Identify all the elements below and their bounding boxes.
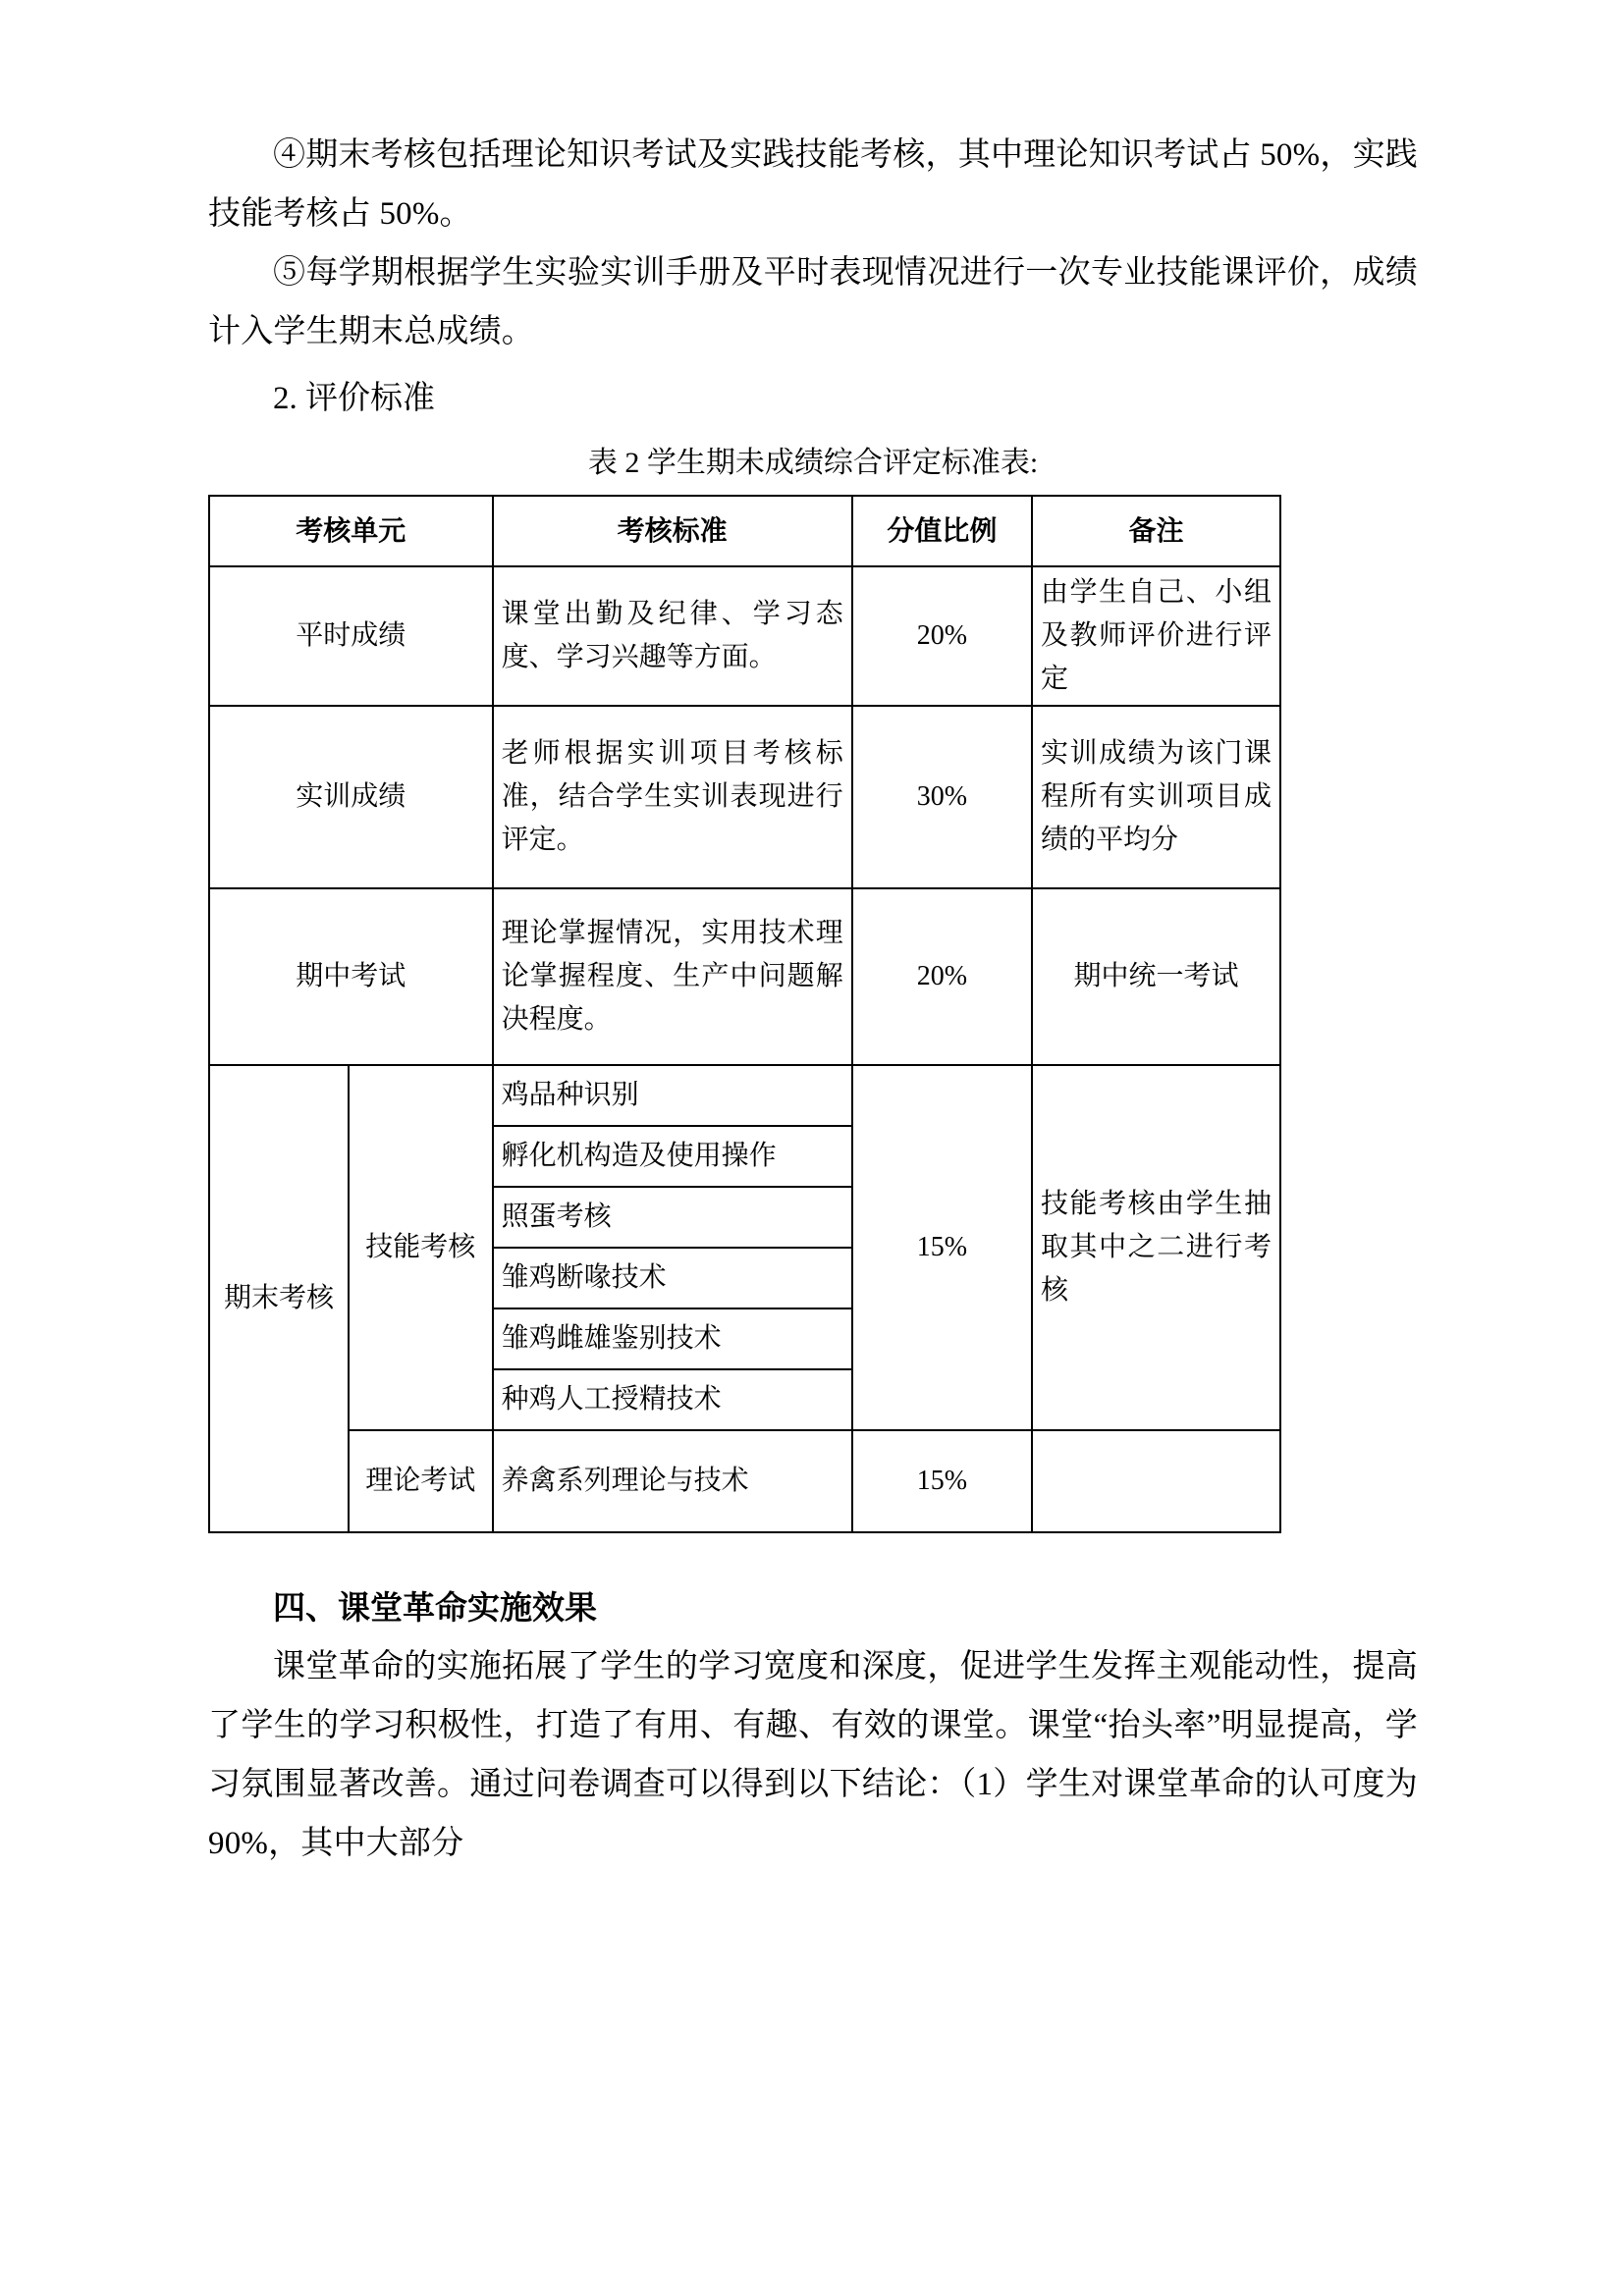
cell-note-theory bbox=[1032, 1430, 1280, 1532]
cell-standard-midterm: 理论掌握情况，实用技术理论掌握程度、生产中问题解决程度。 bbox=[493, 888, 852, 1065]
header-remarks: 备注 bbox=[1032, 496, 1280, 566]
paragraph-item-5: ⑤每学期根据学生实验实训手册及平时表现情况进行一次专业技能课评价，成绩计入学生期末总成绩。 bbox=[208, 255, 1418, 349]
table-row bbox=[209, 566, 1280, 706]
cell-percent-training: 30% bbox=[852, 706, 1032, 888]
header-score-ratio: 分值比例 bbox=[852, 496, 1032, 566]
cell-percent-daily: 20% bbox=[852, 566, 1032, 706]
table-row bbox=[209, 888, 1280, 1065]
cell-skill-item: 照蛋考核 bbox=[493, 1187, 852, 1248]
table-header-row bbox=[209, 496, 1280, 566]
cell-note-daily: 由学生自己、小组及教师评价进行评定 bbox=[1032, 566, 1280, 706]
page-content bbox=[208, 126, 1418, 1873]
cell-percent-theory: 15% bbox=[852, 1430, 1032, 1532]
cell-standard-training: 老师根据实训项目考核标准，结合学生实训表现进行评定。 bbox=[493, 706, 852, 888]
grade-evaluation-table bbox=[208, 495, 1281, 1533]
cell-skill-item: 鸡品种识别 bbox=[493, 1065, 852, 1126]
paragraph-implementation-effect: 课堂革命的实施拓展了学生的学习宽度和深度，促进学生发挥主观能动性，提高了学生的学习积极性，打造了有用、有趣、有效的课堂。课堂“抬头率”明显提高，学习氛围显著改善。通过问卷调查可以得到以下结论：（1）学生对课堂革命的认可度为90%，其中大部分 bbox=[208, 1649, 1418, 1861]
cell-subunit-skill bbox=[349, 1065, 493, 1430]
cell-note-skill: 技能考核由学生抽取其中之二进行考核 bbox=[1032, 1065, 1280, 1430]
cell-percent-skill: 15% bbox=[852, 1065, 1032, 1430]
cell-skill-item: 雏鸡断喙技术 bbox=[493, 1248, 852, 1308]
table-row bbox=[209, 1430, 1280, 1532]
cell-unit-daily: 平时成绩 bbox=[209, 566, 493, 706]
cell-unit-training: 实训成绩 bbox=[209, 706, 493, 888]
section-number-evaluation-standard: 2. 评价标准 bbox=[273, 381, 435, 416]
table-row bbox=[209, 1065, 1280, 1126]
cell-skill-item: 种鸡人工授精技术 bbox=[493, 1369, 852, 1430]
cell-skill-item: 孵化机构造及使用操作 bbox=[493, 1126, 852, 1187]
cell-unit-final bbox=[209, 1065, 349, 1532]
heading-section-four: 四、课堂革命实施效果 bbox=[273, 1588, 597, 1627]
paragraph-item-4: ④期末考核包括理论知识考试及实践技能考核，其中理论知识考试占 50%，实践技能考核占 50%。 bbox=[208, 137, 1418, 232]
cell-skill-item: 雏鸡雌雄鉴别技术 bbox=[493, 1308, 852, 1369]
cell-subunit-theory bbox=[349, 1430, 493, 1532]
cell-subunit-skill-label: 技能考核 bbox=[365, 1232, 476, 1262]
table-row bbox=[209, 706, 1280, 888]
cell-percent-midterm: 20% bbox=[852, 888, 1032, 1065]
cell-standard-daily: 课堂出勤及纪律、学习态度、学习兴趣等方面。 bbox=[493, 566, 852, 706]
cell-theory-item: 养禽系列理论与技术 bbox=[493, 1430, 852, 1532]
header-assessment-standard: 考核标准 bbox=[493, 496, 852, 566]
table-caption: 表 2 学生期未成绩综合评定标准表: bbox=[587, 447, 1039, 479]
cell-unit-final-label: 期末考核 bbox=[224, 1283, 335, 1313]
cell-subunit-theory-label: 理论考试 bbox=[365, 1466, 476, 1496]
cell-note-training: 实训成绩为该门课程所有实训项目成绩的平均分 bbox=[1032, 706, 1280, 888]
cell-note-midterm: 期中统一考试 bbox=[1032, 888, 1280, 1065]
cell-unit-midterm: 期中考试 bbox=[209, 888, 493, 1065]
header-assessment-unit: 考核单元 bbox=[209, 496, 493, 566]
